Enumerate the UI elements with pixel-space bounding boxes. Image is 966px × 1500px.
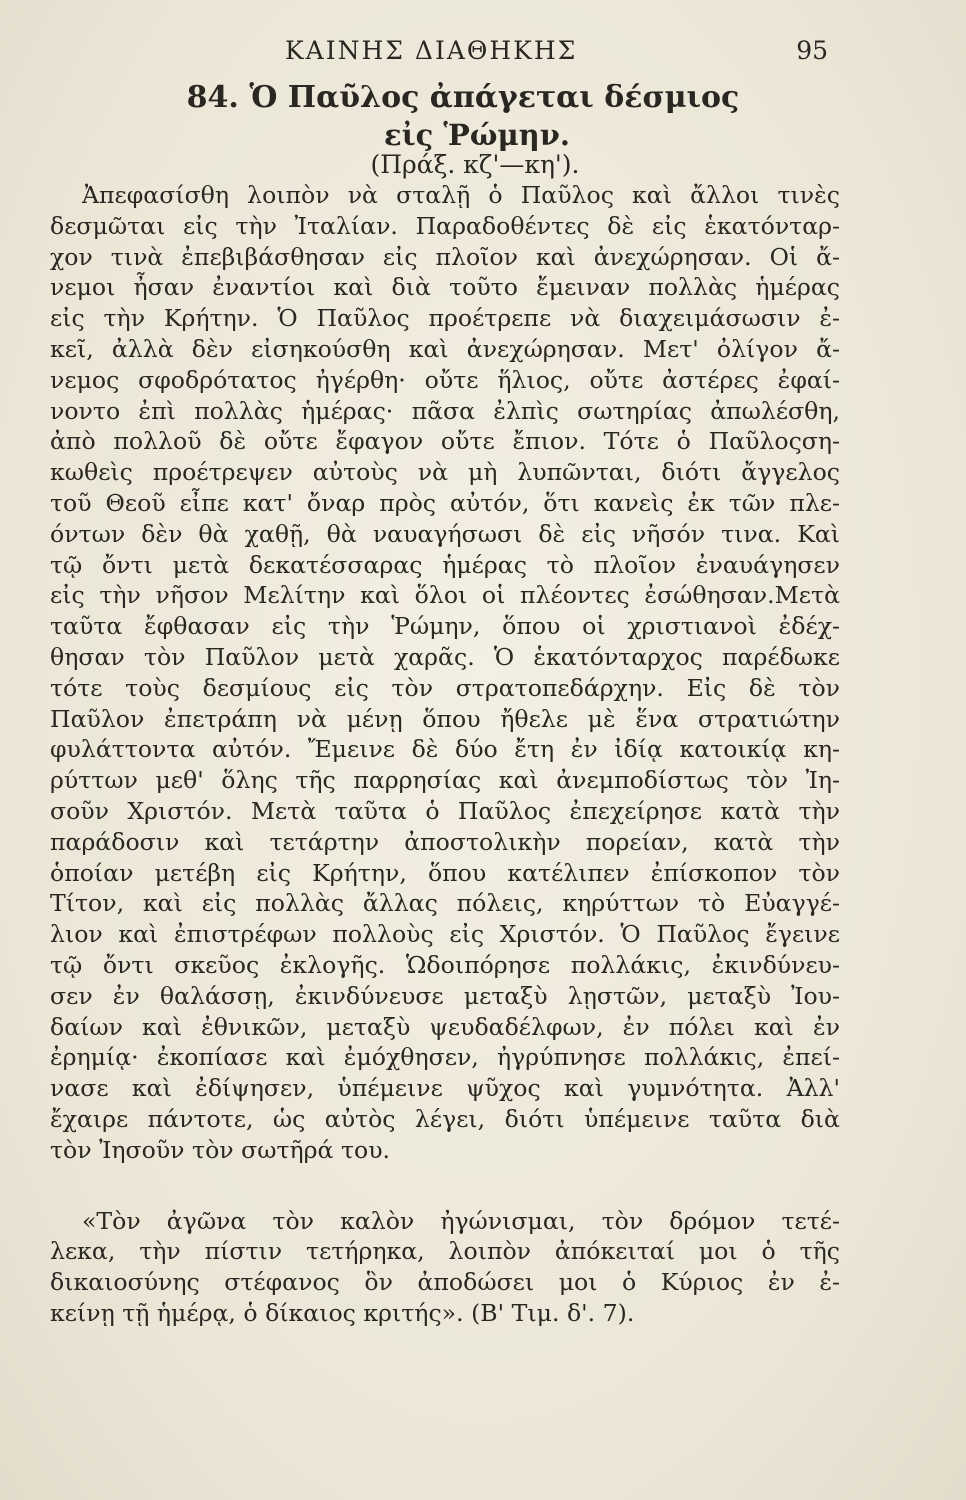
text-line: φυλάττοντα αὐτόν. Ἔμεινε δὲ δύο ἔτη ἐν ἰδίᾳ κατοικίᾳ κη-	[50, 735, 840, 764]
text-line: θησαν τὸν Παῦλον μετὰ χαρᾶς. Ὁ ἑκατόνταρχος παρέδωκε	[50, 642, 840, 671]
text-line: εἰς τὴν νῆσον Μελίτην καὶ ὅλοι οἱ πλέοντες ἐσώθησαν.Μετὰ	[50, 581, 840, 610]
text-line: νεμοι ἦσαν ἐναντίοι καὶ διὰ τοῦτο ἔμειναν πολλὰς ἡμέρας	[50, 273, 840, 302]
text-line: ἀπὸ πολλοῦ δὲ οὔτε ἔφαγον οὔτε ἔπιον. Τότε ὁ Παῦλοςση-	[50, 427, 840, 456]
text-line: όντων δὲν θὰ χαθῇ, θὰ ναυαγήσωσι δὲ εἰς νῆσόν τινα. Καὶ	[50, 519, 840, 548]
text-line: παράδοσιν καὶ τετάρτην ἀποστολικὴν πορείαν, κατὰ τὴν	[50, 827, 840, 856]
text-line: χον τινὰ ἐπεβιβάσθησαν εἰς πλοῖον καὶ ἀνεχώρησαν. Οἱ ἄ-	[50, 242, 840, 271]
text-line: σοῦν Χριστόν. Μετὰ ταῦτα ὁ Παῦλος ἐπεχείρησε κατὰ τὴν	[50, 796, 840, 825]
text-line: τῷ ὄντι μετὰ δεκατέσσαρας ἡμέρας τὸ πλοῖον ἐναυάγησεν	[50, 550, 840, 579]
text-line: νασε καὶ ἐδίψησεν, ὑπέμεινε ψῦχος καὶ γυμνότητα. Ἀλλ'	[50, 1074, 840, 1103]
running-head: ΚΑΙΝΗΣ ΔΙΑΘΗΚΗΣ	[285, 36, 578, 65]
paragraph-gap	[50, 1166, 840, 1206]
text-line: δαίων καὶ ἐθνικῶν, μεταξὺ ψευδαδέλφων, ἐν πόλει καὶ ἐν	[50, 1012, 840, 1041]
section-title-line-2: εἰς Ῥώμην.	[384, 118, 570, 152]
text-line: τότε τοὺς δεσμίους εἰς τὸν στρατοπεδάρχην. Εἰς δὲ τὸν	[50, 673, 840, 702]
text-line: νοντο ἐπὶ πολλὰς ἡμέρας· πᾶσα ἐλπὶς σωτηρίας ἀπωλέσθη,	[50, 396, 840, 425]
text-line: ἐρημίᾳ· ἐκοπίασε καὶ ἐμόχθησεν, ἠγρύπνησε πολλάκις, ἐπεί-	[50, 1043, 840, 1072]
text-line: τὸν Ἰησοῦν τὸν σωτῆρά του.	[50, 1135, 391, 1164]
text-line: Ἀπεφασίσθη λοιπὸν νὰ σταλῇ ὁ Παῦλος καὶ ἄλλοι τινὲς	[82, 181, 840, 209]
text-line: εἰς τὴν Κρήτην. Ὁ Παῦλος προέτρεπε νὰ διαχειμάσωσιν ἐ-	[50, 304, 840, 333]
text-line: δικαιοσύνης στέφανος ὃν ἀποδώσει μοι ὁ Κύριος ἐν ἐ-	[50, 1268, 840, 1297]
text-line: τοῦ Θεοῦ εἶπε κατ' ὄναρ πρὸς αὐτόν, ὅτι κανεὶς ἐκ τῶν πλε-	[50, 488, 840, 517]
text-line: λεκα, τὴν πίστιν τετήρηκα, λοιπὸν ἀπόκειταί μοι ὁ τῆς	[50, 1237, 840, 1266]
text-line: λιον καὶ ἐπιστρέφων πολλοὺς εἰς Χριστόν. Ὁ Παῦλος ἔγεινε	[50, 920, 840, 949]
section-title-line-1	[0, 80, 946, 115]
text-line: κείνῃ τῇ ἡμέρᾳ, ὁ δίκαιος κριτής». (Β' Τιμ. δ'. 7).	[50, 1298, 635, 1327]
text-line: ταῦτα ἔφθασαν εἰς τὴν Ῥώμην, ὅπου οἱ χριστιανοὶ ἐδέχ-	[50, 612, 840, 641]
text-line: σεν ἐν θαλάσσῃ, ἐκινδύνευσε μεταξὺ λῃστῶν, μεταξὺ Ἰου-	[50, 981, 840, 1010]
text-line: τῷ ὄντι σκεῦος ἐκλογῆς. Ὡδοιπόρησε πολλάκις, ἐκινδύνευ-	[50, 950, 840, 979]
section-number: 84.	[186, 80, 239, 115]
page-number: 95	[796, 36, 828, 65]
text-line: ρύττων μεθ' ὅλης τῆς παρρησίας καὶ ἀνεμποδίστως τὸν Ἰη-	[50, 766, 840, 795]
body-paragraph	[50, 180, 840, 1166]
text-line: Παῦλον ἐπετράπη νὰ μένῃ ὅπου ἤθελε μὲ ἕνα στρατιώτην	[50, 704, 840, 733]
text-line: ὁποίαν μετέβη εἰς Κρήτην, ὅπου κατέλιπεν ἐπίσκοπον τὸν	[50, 858, 840, 887]
section-title-text: Ὁ Παῦλος ἀπάγεται δέσμιος	[249, 80, 740, 115]
text-line: κωθεὶς προέτρεψεν αὐτοὺς νὰ μὴ λυπῶνται, διότι ἄγγελος	[50, 458, 840, 487]
text-line: δεσμῶται εἰς τὴν Ἰταλίαν. Παραδοθέντες δὲ εἰς ἑκατόνταρ-	[50, 211, 840, 240]
text-line: ἔχαιρε πάντοτε, ὡς αὐτὸς λέγει, διότι ὑπέμεινε ταῦτα διὰ	[50, 1104, 840, 1133]
text-line: «Τὸν ἀγῶνα τὸν καλὸν ἠγώνισμαι, τὸν δρόμον τετέ-	[82, 1206, 840, 1235]
text-line: νεμος σφοδρότατος ἠγέρθη· οὔτε ἥλιος, οὔτε ἀστέρες ἐφαί-	[50, 365, 840, 394]
body-text	[50, 180, 840, 1329]
text-line: κεῖ, ἀλλὰ δὲν εἰσηκούσθη καὶ ἀνεχώρησαν. Μετ' ὀλίγον ἄ-	[50, 334, 840, 363]
scripture-quote	[50, 1206, 840, 1329]
text-line: Τίτον, καὶ εἰς πολλὰς ἄλλας πόλεις, κηρύττων τὸ Εὐαγγέ-	[50, 889, 840, 918]
section-reference: (Πράξ. κζ'—κη').	[370, 150, 580, 179]
